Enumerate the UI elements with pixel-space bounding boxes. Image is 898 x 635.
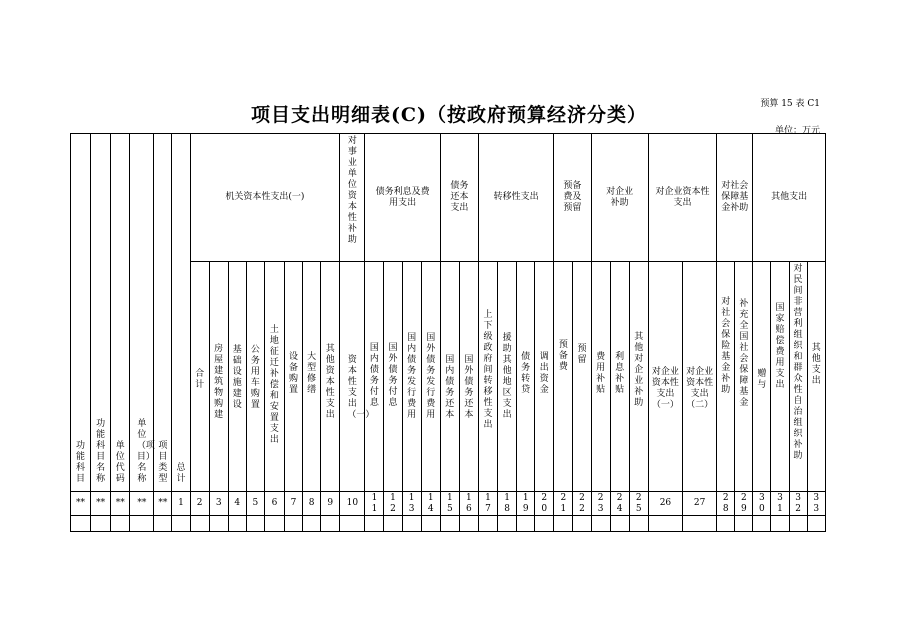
code-cell: 33 xyxy=(807,492,825,516)
sub-col: 补充全国社会保障基金 xyxy=(735,262,753,492)
code-cell: 3 xyxy=(209,492,228,516)
group-debt-repayment: 债务还本支出 xyxy=(440,134,478,262)
code-cell: 9 xyxy=(321,492,340,516)
data-row-empty xyxy=(71,516,826,532)
code-cell: ** xyxy=(111,492,130,516)
code-cell: 20 xyxy=(535,492,554,516)
sub-col: 资本性支出（一） xyxy=(340,262,365,492)
code-cell: 21 xyxy=(554,492,573,516)
sub-col: 国外债务发行费用 xyxy=(421,262,440,492)
code-cell: 26 xyxy=(648,492,682,516)
code-cell: 11 xyxy=(365,492,384,516)
code-cell: 4 xyxy=(228,492,246,516)
sub-col: 国内债务还本 xyxy=(440,262,459,492)
code-cell: ** xyxy=(154,492,172,516)
sub-col: 对企业资本性支出（二） xyxy=(683,262,717,492)
sub-col: 其他资本性支出 xyxy=(321,262,340,492)
code-cell: 1 xyxy=(172,492,190,516)
sub-col: 援助其他地区支出 xyxy=(498,262,517,492)
code-cell: 6 xyxy=(264,492,284,516)
sub-col: 其他对企业补助 xyxy=(629,262,648,492)
col-unit-code: 单位代码 xyxy=(111,134,130,492)
group-debt-interest: 债务利息及费用支出 xyxy=(365,134,440,262)
code-cell: 27 xyxy=(683,492,717,516)
col-total: 总计 xyxy=(172,134,190,492)
sub-col: 房屋建筑物购建 xyxy=(209,262,228,492)
page-title: 项目支出明细表(C)（按政府预算经济分类） xyxy=(250,104,648,126)
code-cell: 24 xyxy=(610,492,629,516)
col-unit-name: 单位（项目）名称 xyxy=(130,134,154,492)
sub-col: 大型修缮 xyxy=(303,262,321,492)
code-cell: 15 xyxy=(440,492,459,516)
group-other-expenditure: 其他支出 xyxy=(753,134,826,262)
sub-col: 国内债务发行费用 xyxy=(402,262,421,492)
group-social-security-subsidy: 对社会保障基金补助 xyxy=(717,134,753,262)
col-function-code: 功能科目 xyxy=(71,134,91,492)
code-cell: 28 xyxy=(717,492,735,516)
sub-col: 利息补贴 xyxy=(610,262,629,492)
sub-col: 公务用车购置 xyxy=(246,262,264,492)
sub-col: 费用补贴 xyxy=(591,262,610,492)
sub-col: 基础设施建设 xyxy=(228,262,246,492)
sub-col: 国家赔偿费用支出 xyxy=(771,262,789,492)
col-project-type: 项目类型 xyxy=(154,134,172,492)
code-cell: 18 xyxy=(498,492,517,516)
sub-col: 其他支出 xyxy=(807,262,825,492)
sub-col: 上下级政府间转移性支出 xyxy=(478,262,497,492)
group-enterprise-subsidy: 对企业补助 xyxy=(591,134,648,262)
sub-col: 合计 xyxy=(190,262,209,492)
code-cell: 29 xyxy=(735,492,753,516)
sub-col: 对企业资本性支出（一） xyxy=(648,262,682,492)
group-enterprise-capital: 对企业资本性支出 xyxy=(648,134,716,262)
code-cell: 2 xyxy=(190,492,209,516)
code-cell: 13 xyxy=(402,492,421,516)
code-cell: 23 xyxy=(591,492,610,516)
code-cell: 19 xyxy=(517,492,535,516)
group-transfer-expenditure: 转移性支出 xyxy=(478,134,553,262)
sub-col: 赠与 xyxy=(753,262,771,492)
col-function-name: 功能科目名称 xyxy=(91,134,111,492)
code-cell: 25 xyxy=(629,492,648,516)
code-cell: 14 xyxy=(421,492,440,516)
sub-col: 国外债务还本 xyxy=(459,262,478,492)
code-cell: 31 xyxy=(771,492,789,516)
code-cell: 10 xyxy=(340,492,365,516)
sub-col: 预备费 xyxy=(554,262,573,492)
group-institution-capital-subsidy: 对事业单位资本性补助 xyxy=(340,134,365,262)
sub-col: 债务转贷 xyxy=(517,262,535,492)
unit-label: 单位：万元 xyxy=(774,126,820,136)
code-cell: 8 xyxy=(303,492,321,516)
sub-col: 对社会保险基金补助 xyxy=(717,262,735,492)
code-cell: 16 xyxy=(459,492,478,516)
header-row-groups xyxy=(71,134,826,262)
code-cell: 5 xyxy=(246,492,264,516)
budget-table xyxy=(70,133,826,532)
sub-col: 设备购置 xyxy=(284,262,302,492)
code-cell: 12 xyxy=(384,492,402,516)
sub-col: 国内债务付息 xyxy=(365,262,384,492)
sub-col: 国外债务付息 xyxy=(384,262,402,492)
group-capital-expenditure: 机关资本性支出(一) xyxy=(190,134,340,262)
code-cell: 22 xyxy=(573,492,591,516)
code-cell: ** xyxy=(91,492,111,516)
code-cell: 32 xyxy=(789,492,807,516)
sub-col: 土地征迁补偿和安置支出 xyxy=(264,262,284,492)
group-reserve: 预备费及预留 xyxy=(554,134,591,262)
code-cell: 30 xyxy=(753,492,771,516)
code-cell: ** xyxy=(71,492,91,516)
sub-col: 对民间非营利组织和群众性自治组织补助 xyxy=(789,262,807,492)
code-row xyxy=(71,492,826,516)
sub-col: 调出资金 xyxy=(535,262,554,492)
code-cell: 17 xyxy=(478,492,497,516)
code-cell: 7 xyxy=(284,492,302,516)
form-code: 预算 15 表 C1 xyxy=(760,99,820,109)
sub-col: 预留 xyxy=(573,262,591,492)
code-cell: ** xyxy=(130,492,154,516)
